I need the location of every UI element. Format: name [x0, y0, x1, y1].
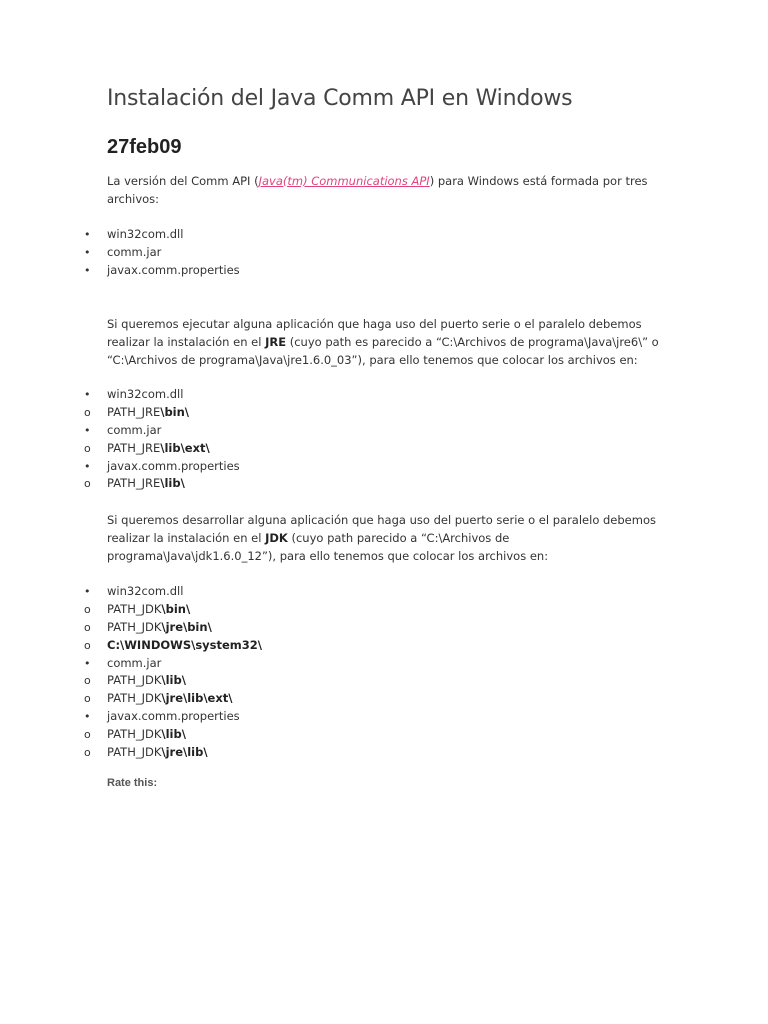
path-prefix: javax.comm.properties [107, 458, 240, 473]
sub-bullet-marker: o [84, 746, 91, 760]
path-prefix: comm.jar [107, 422, 162, 437]
path-suffix: \jre\bin\ [161, 619, 212, 634]
bullet-marker: • [84, 245, 91, 259]
list-item [0, 386, 768, 404]
jdk-bold-term: JDK [265, 531, 288, 545]
jre-install-list [0, 386, 768, 493]
list-item [0, 422, 768, 440]
list-item [0, 262, 768, 280]
sub-bullet-marker: o [84, 638, 91, 652]
path-prefix: win32com.dll [107, 584, 184, 598]
bullet-marker: • [84, 710, 91, 724]
path-prefix: PATH_JDK [107, 691, 162, 706]
list-item [0, 244, 768, 262]
path-suffix: \lib\ [161, 727, 186, 742]
java-comm-api-link[interactable]: Java(tm) Communications API [258, 174, 430, 188]
list-item [0, 440, 768, 458]
jdk-line-2 [107, 529, 667, 547]
list-item-text [107, 422, 161, 440]
path-prefix: PATH_JDK [107, 673, 162, 688]
path-prefix: comm.jar [107, 655, 162, 670]
list-item-text: comm.jar [107, 244, 162, 259]
intro-paragraph [107, 172, 667, 208]
list-item-text [107, 637, 262, 655]
list-item [0, 404, 768, 422]
list-item [0, 690, 768, 708]
list-item [0, 601, 768, 619]
rate-this-label: Rate this: [107, 777, 158, 789]
path-prefix: PATH_JDK [107, 745, 162, 760]
list-item-text [107, 672, 186, 690]
path-prefix: PATH_JRE [107, 440, 161, 455]
list-item [0, 672, 768, 690]
list-item-text [107, 619, 212, 637]
list-item-text: javax.comm.properties [107, 262, 240, 277]
path-suffix: \lib\ext\ [160, 440, 210, 455]
list-item [0, 619, 768, 637]
bullet-marker: • [84, 656, 91, 670]
path-suffix: \lib\ [160, 476, 185, 491]
files-list [0, 226, 768, 280]
list-item [0, 726, 768, 744]
path-prefix: PATH_JDK [107, 727, 162, 742]
path-prefix: PATH_JDK [107, 601, 162, 616]
list-item-text [107, 708, 240, 726]
jre-line-2 [107, 333, 667, 351]
intro-text-after: ) para Windows está formada por tres [429, 174, 648, 188]
post-title: Instalación del Java Comm API en Windows [107, 86, 573, 111]
bullet-marker: • [84, 228, 91, 241]
path-suffix: \bin\ [161, 601, 191, 616]
bullet-marker: • [84, 423, 91, 437]
intro-line-1 [107, 172, 667, 190]
list-item-text [107, 386, 183, 404]
intro-line-2: archivos: [107, 192, 160, 206]
jre-line-3: “C:\Archivos de programa\Java\jre1.6.0_03”), para ello tenemos que colocar los archivos en: [107, 353, 638, 367]
jre-paragraph [107, 315, 667, 369]
list-item-text [107, 458, 240, 476]
jdk-line-1: Si queremos desarrollar alguna aplicación que haga uso del puerto serie o el paralelo debemos [107, 513, 656, 527]
sub-bullet-marker: o [84, 728, 91, 742]
path-suffix: \jre\lib\ [161, 745, 208, 760]
sub-bullet-marker: o [84, 692, 91, 706]
list-item-text [107, 726, 186, 744]
path-suffix: \bin\ [160, 404, 190, 419]
path-prefix: PATH_JRE [107, 476, 161, 491]
list-item-text [107, 404, 189, 422]
jdk-line-3: programa\Java\jdk1.6.0_12”), para ello tenemos que colocar los archivos en: [107, 549, 549, 563]
bullet-marker: • [84, 459, 91, 473]
jre-line-2-after: (cuyo path es parecido a “C:\Archivos de programa\Java\jre6\” o [286, 335, 659, 349]
path-prefix: win32com.dll [107, 387, 184, 401]
sub-bullet-marker: o [84, 405, 91, 419]
intro-text-before: La versión del Comm API ( [107, 174, 259, 188]
sub-bullet-marker: o [84, 441, 91, 455]
bullet-marker: • [84, 263, 91, 277]
jre-line-2-before: realizar la instalación en el [107, 335, 266, 349]
path-suffix: C:\WINDOWS\system32\ [107, 637, 262, 652]
list-item-text [107, 744, 208, 762]
path-prefix: javax.comm.properties [107, 709, 240, 724]
path-suffix: \jre\lib\ext\ [161, 691, 233, 706]
list-item-text [107, 655, 161, 673]
sub-bullet-marker: o [84, 477, 91, 491]
list-item [0, 475, 768, 493]
sub-bullet-marker: o [84, 674, 91, 688]
path-suffix: \lib\ [161, 673, 186, 688]
jre-line-1: Si queremos ejecutar alguna aplicación que haga uso del puerto serie o el paralelo debemos [107, 317, 642, 331]
jdk-line-2-after: (cuyo path parecido a “C:\Archivos de [287, 531, 510, 545]
bullet-marker: • [84, 388, 91, 401]
list-item [0, 744, 768, 762]
list-item-text [107, 583, 183, 601]
jre-bold-term: JRE [265, 335, 287, 349]
sub-bullet-marker: o [84, 602, 91, 616]
post-date: 27feb09 [107, 136, 182, 158]
path-prefix: PATH_JRE [107, 404, 161, 419]
list-item [0, 655, 768, 673]
list-item-text [107, 690, 232, 708]
path-prefix: PATH_JDK [107, 619, 162, 634]
list-item [0, 458, 768, 476]
list-item [0, 708, 768, 726]
list-item-text [107, 475, 185, 493]
bullet-marker: • [84, 585, 91, 598]
jdk-install-list [0, 583, 768, 762]
jdk-paragraph [107, 511, 667, 565]
list-item-text [107, 601, 190, 619]
list-item-text [107, 440, 210, 458]
list-item [0, 583, 768, 601]
list-item-text: win32com.dll [107, 227, 184, 241]
jdk-line-2-before: realizar la instalación en el [107, 531, 266, 545]
list-item [0, 226, 768, 244]
list-item [0, 637, 768, 655]
sub-bullet-marker: o [84, 620, 91, 634]
